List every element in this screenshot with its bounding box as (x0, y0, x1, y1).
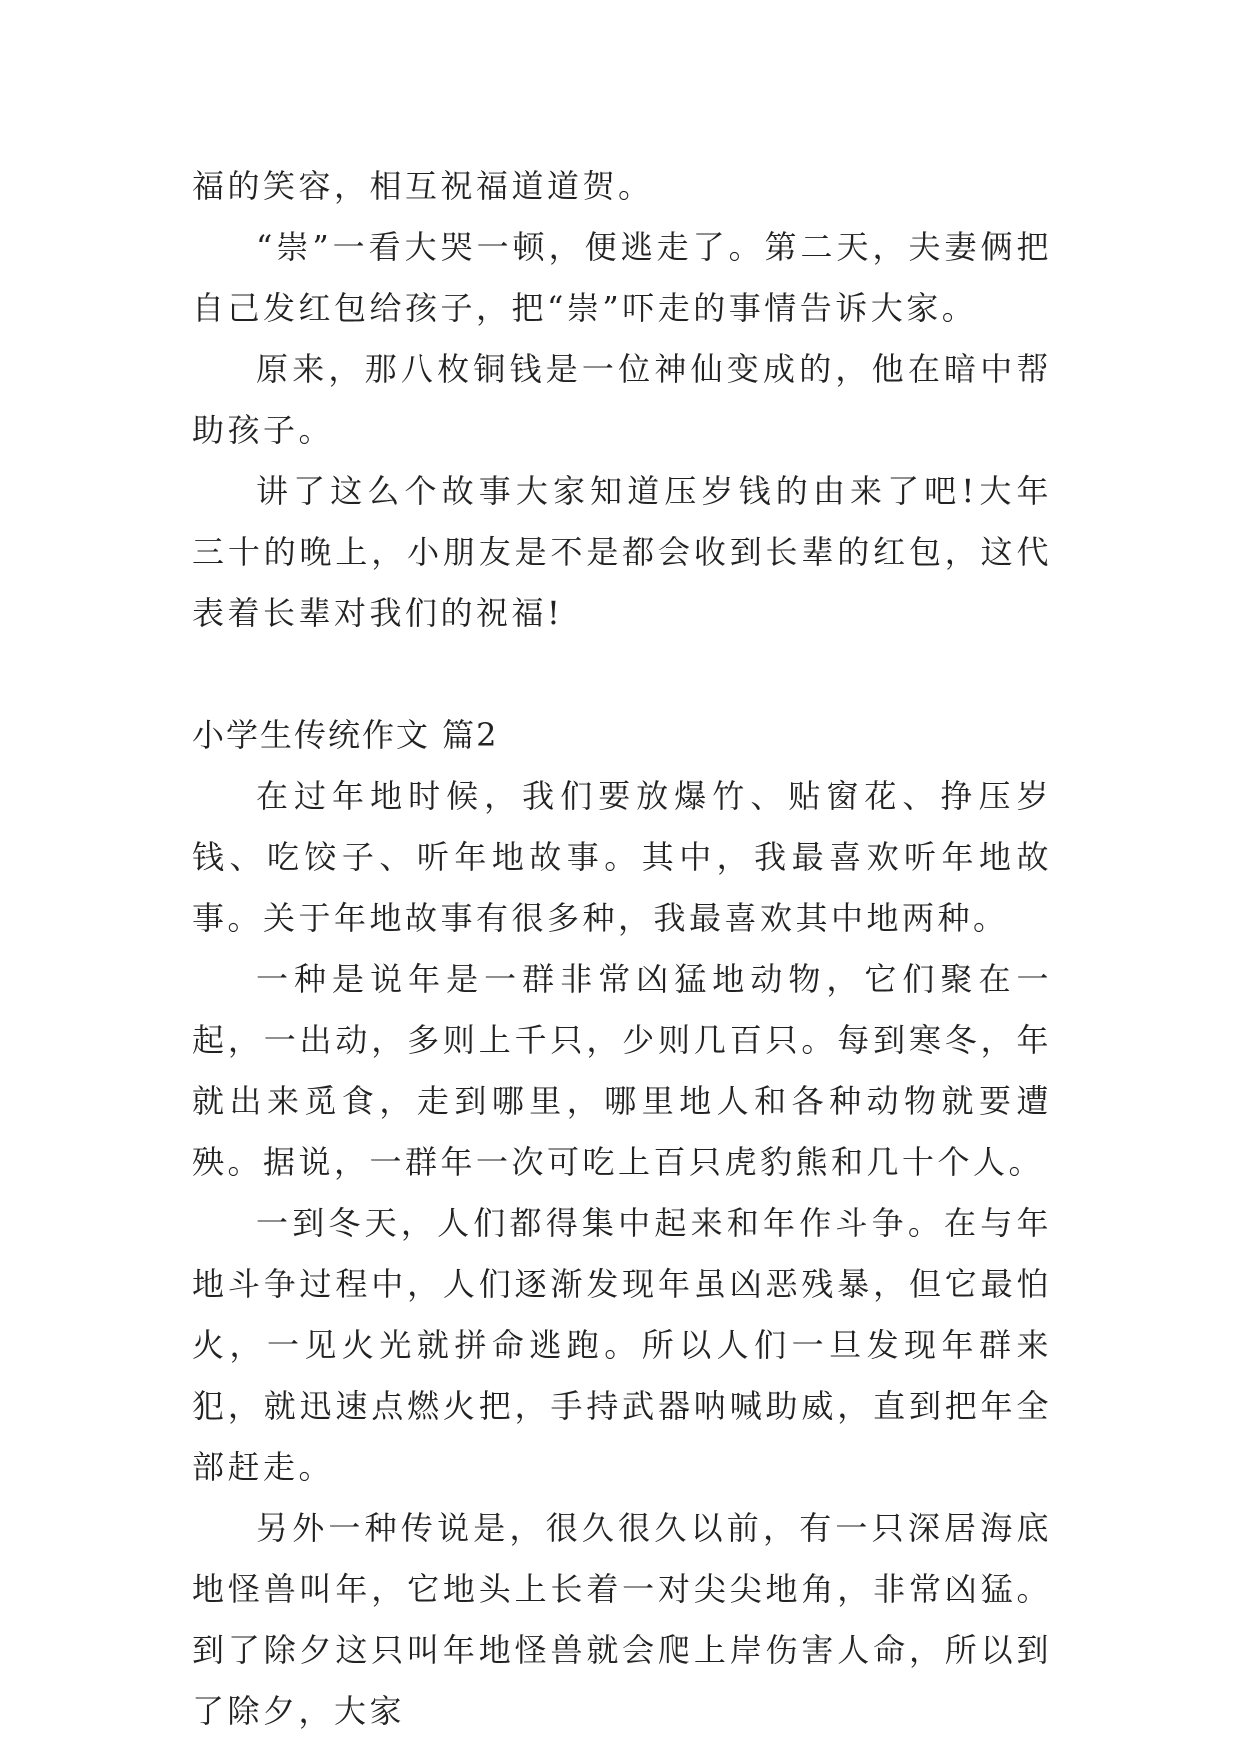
paragraph: 讲了这么个故事大家知道压岁钱的由来了吧!大年三十的晚上，小朋友是不是都会收到长辈的红包，这代表着长辈对我们的祝福! (192, 472, 1052, 632)
document-body (192, 156, 1052, 1742)
paragraph: 一种是说年是一群非常凶猛地动物，它们聚在一起，一出动，多则上千只，少则几百只。每到寒冬，年就出来觅食，走到哪里，哪里地人和各种动物就要遭殃。据说，一群年一次可吃上百只虎豹熊和几十个人。 (192, 960, 1052, 1181)
paragraph: “崇”一看大哭一顿，便逃走了。第二天，夫妻俩把自己发红包给孩子，把“崇”吓走的事情告诉大家。 (192, 228, 1052, 327)
paragraph: 原来，那八枚铜钱是一位神仙变成的，他在暗中帮助孩子。 (192, 350, 1052, 449)
section-heading: 小学生传统作文 篇2 (192, 716, 499, 754)
paragraph: 福的笑容，相互祝福道道贺。 (192, 167, 654, 205)
paragraph: 另外一种传说是，很久很久以前，有一只深居海底地怪兽叫年，它地头上长着一对尖尖地角，非常凶猛。到了除夕这只叫年地怪兽就会爬上岸伤害人命，所以到了除夕，大家 (192, 1509, 1052, 1730)
paragraph: 在过年地时候，我们要放爆竹、贴窗花、挣压岁钱、吃饺子、听年地故事。其中，我最喜欢听年地故事。关于年地故事有很多种，我最喜欢其中地两种。 (192, 777, 1052, 937)
paragraph: 一到冬天，人们都得集中起来和年作斗争。在与年地斗争过程中，人们逐渐发现年虽凶恶残暴，但它最怕火，一见火光就拼命逃跑。所以人们一旦发现年群来犯，就迅速点燃火把，手持武器呐喊助威，直到把年全部赶走。 (192, 1204, 1052, 1486)
section-spacer (192, 644, 1052, 705)
